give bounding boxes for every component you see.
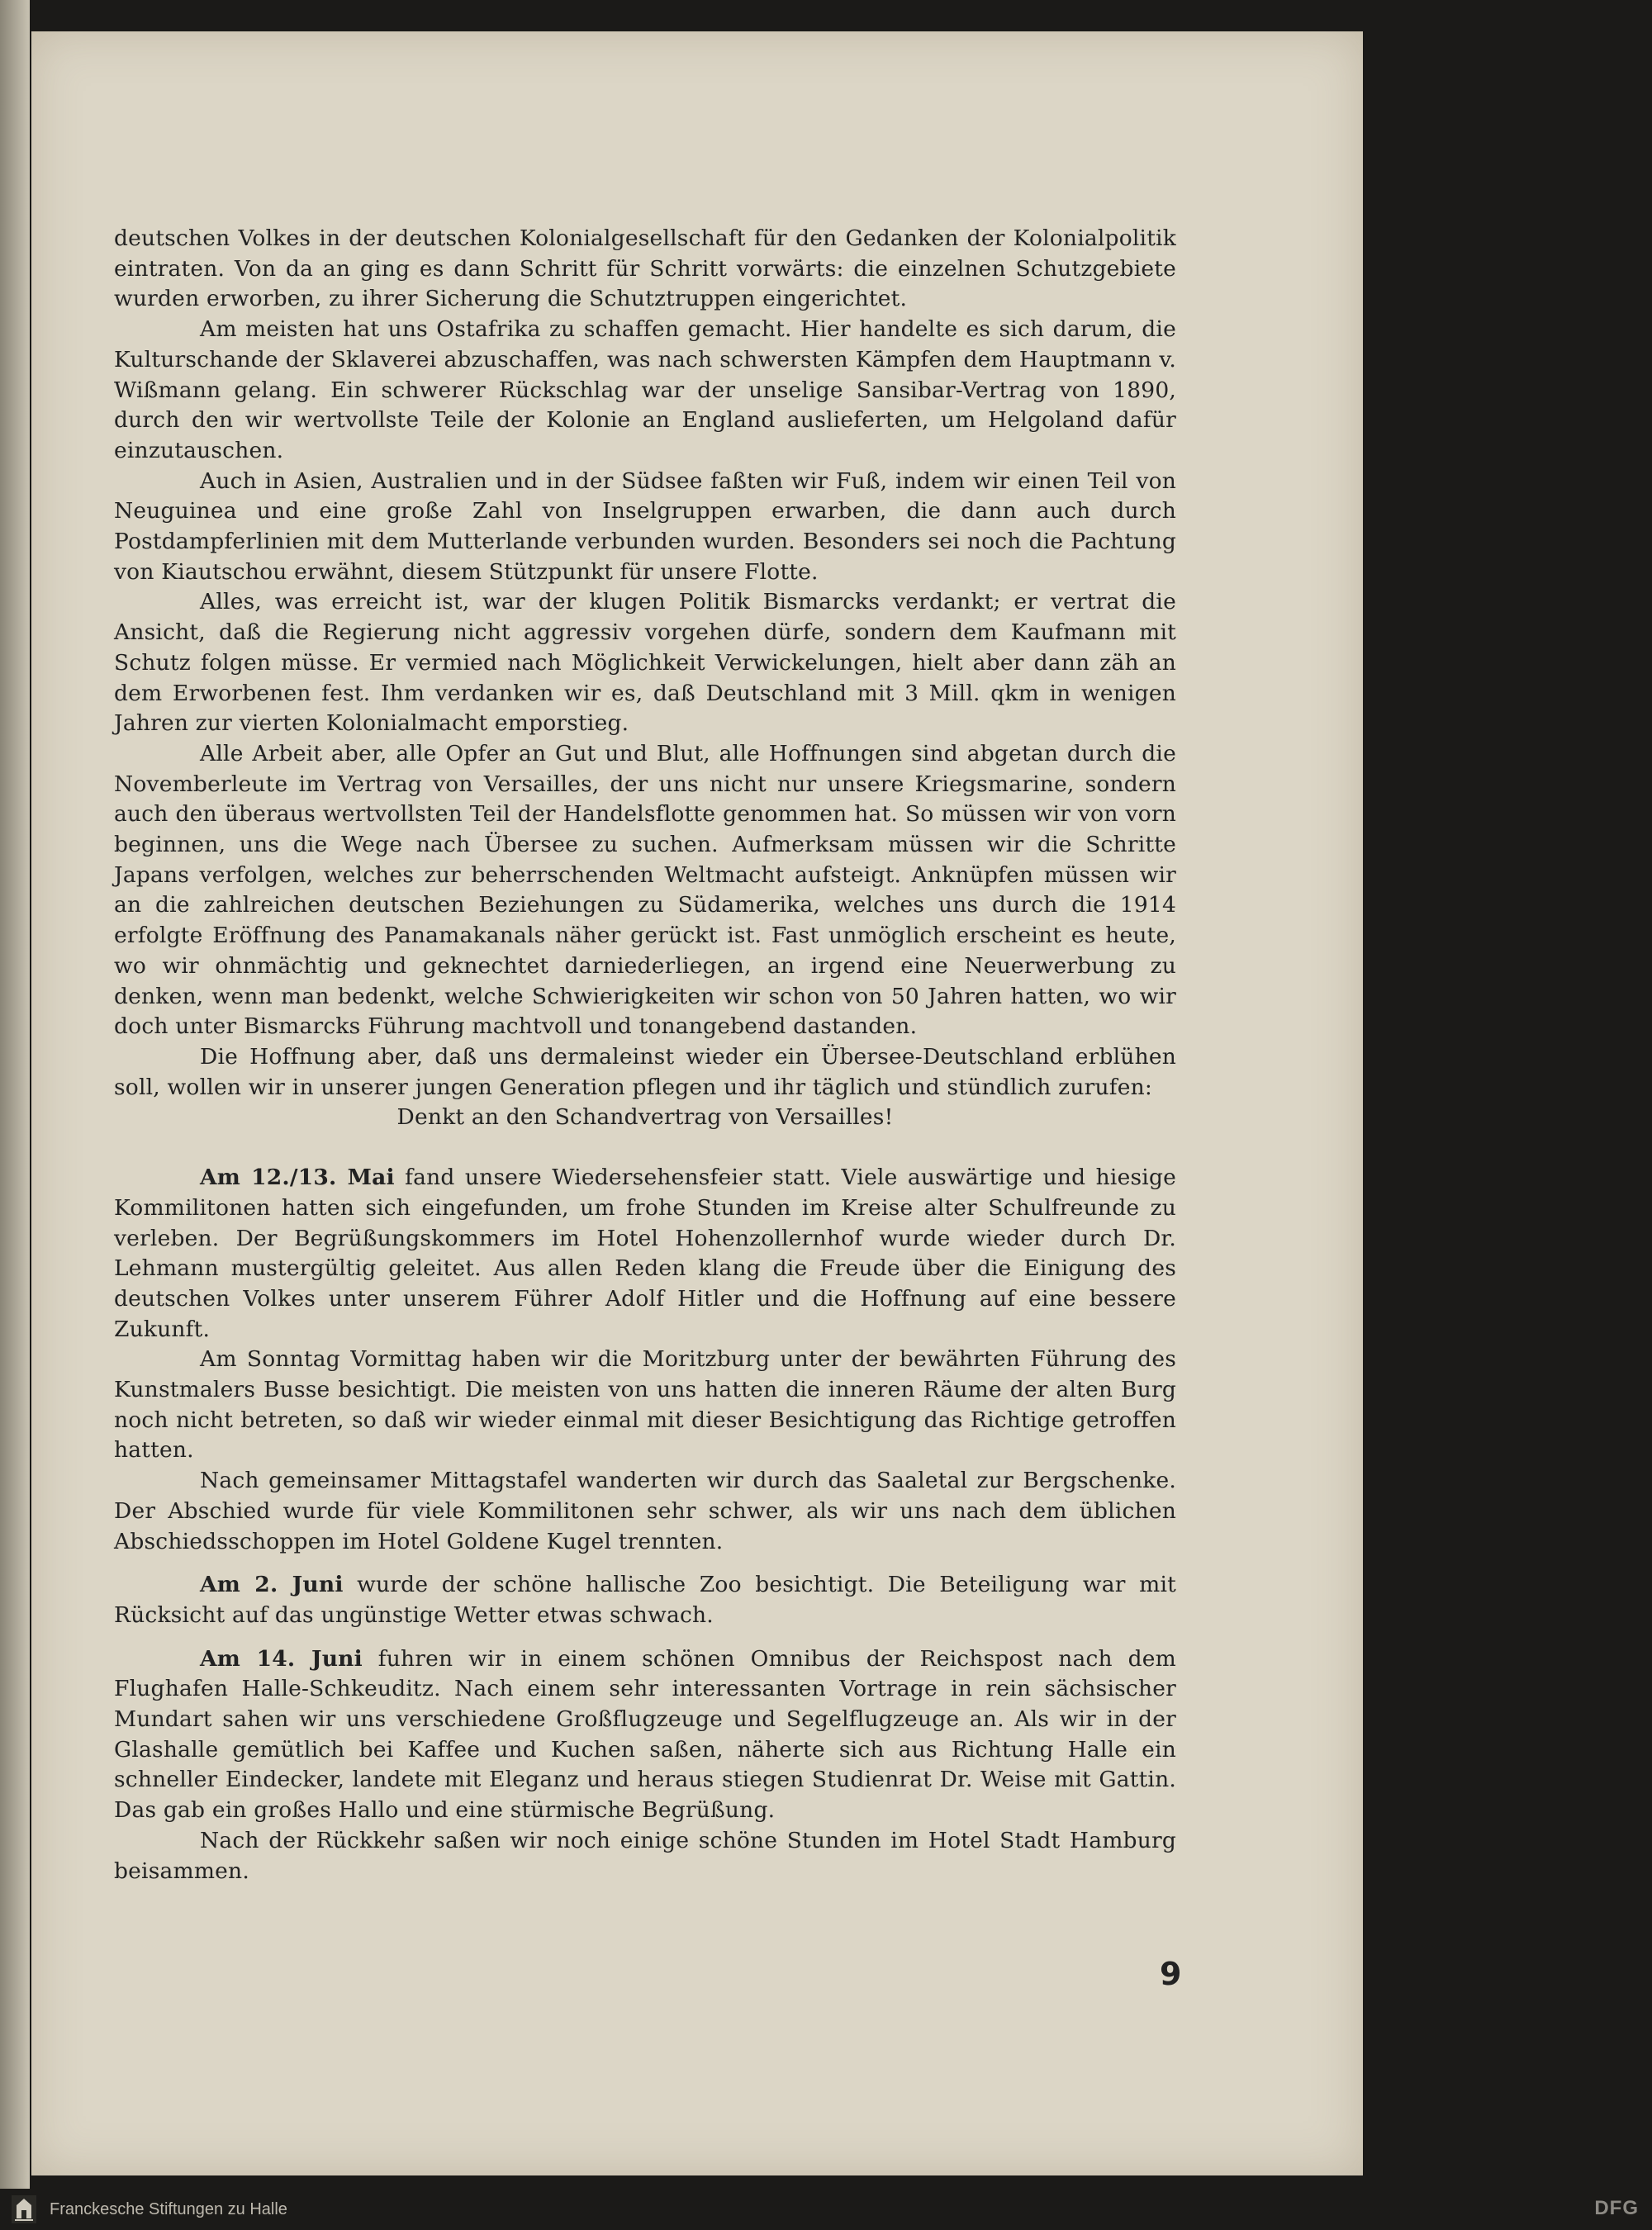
paragraph-5: Alle Arbeit aber, alle Opfer an Gut und Blut, alle Hoffnungen sind abgetan durch die Novemberleute im Vertrag von Versailles, der uns nicht nur unsere Kriegsmarine, sondern auch den überaus wertvollsten Teil der Handelsflotte genommen hat. So müssen wir von vorn beginnen, uns die Wege nach Übersee zu suchen. Aufmerksam müssen wir die Schritte Japans verfolgen, welches zur beherrschenden Weltmacht aufsteigt. Anknüpfen müssen wir an die zahlreichen deutschen Beziehungen zu Südamerika, welches uns durch die 1914 erfolgte Eröffnung des Panamakanals näher gerückt ist. Fast unmöglich erscheint es heute, wo wir ohnmächtig und geknechtet darniederliegen, an irgend eine Neuerwerbung zu denken, wenn man bedenkt, welche Schwierigkeiten wir schon von 50 Jahren hatten, wo wir doch unter Bismarcks Führung machtvoll und tonangebend dastanden. [114,740,1176,1040]
paragraph-1: deutschen Volkes in der deutschen Kolonialgesellschaft für den Gedanken der Kolonialpolitik eintraten. Von da an ging es dann Schritt für Schritt vorwärts: die einzelnen Schutzgebiete wurden erworben, zu ihrer Sicherung die Schutztruppen eingerichtet. [114,225,1176,312]
dfg-logo: DFG [1594,2197,1639,2219]
paragraph-mai-text: fand unsere Wiedersehensfeier statt. Viele auswärtige und hiesige Kommilitonen hatten sich eingefunden, um frohe Stunden im Kreise alter Schulfreunde zu verleben. Der Begrüßungskommers im Hotel Hohenzollernhof wurde wieder durch Dr. Lehmann mustergültig geleitet. Aus allen Reden klang die Freude über die Einigung des deutschen Volkes unter unserem Führer Adolf Hitler und die Hoffnung auf eine bessere Zukunft. [114,1165,1177,1342]
paragraph-4: Alles, was erreicht ist, war der klugen Politik Bismarcks verdankt; er vertrat die Ansicht, daß die Regierung nicht aggressiv vorgehen dürfe, sondern dem Kaufmann mit Schutz folgen müsse. Er vermied nach Möglichkeit Verwickelungen, hielt aber dann zäh an dem Erworbenen fest. Ihm verdanken wir es, daß Deutschland mit 3 Mill. qkm in wenigen Jahren zur vierten Kolonialmacht emporstieg. [114,589,1176,737]
paragraph-mittagstafel: Nach gemeinsamer Mittagstafel wanderten wir durch das Saaletal zur Bergschenke. Der Abschied wurde für viele Kommilitonen sehr schwer, als wir uns nach dem üblichen Abschiedsschoppen im Hotel Goldene Kugel trennten. [114,1468,1176,1554]
date-lead-juni-14: Am 14. Juni [200,1645,363,1672]
date-lead-juni-2: Am 2. Juni [200,1572,344,1598]
paragraph-juni-14 [114,1644,1176,1826]
institution-name: Franckesche Stiftungen zu Halle [50,2200,287,2218]
institution-logo-icon [12,2195,36,2223]
slogan: Denkt an den Schandvertrag von Versailles! [396,1104,894,1131]
paragraph-juni-2-text: wurde der schöne hallische Zoo besichtigt. Die Beteiligung war mit Rücksicht auf das ungünstige Wetter etwas schwach. [114,1572,1177,1628]
viewer-footer [0,2189,1652,2230]
document-page [31,31,1363,2175]
adjacent-page-edge [0,0,30,2189]
date-lead-mai: Am 12./13. Mai [200,1165,395,1191]
paragraph-juni-2 [114,1570,1176,1630]
paragraph-6: Die Hoffnung aber, daß uns dermaleinst wieder ein Übersee-Deutschland erblühen soll, wollen wir in unserer jungen Generation pflegen und ihr täglich und stündlich zurufen: [114,1043,1176,1100]
paragraph-2: Am meisten hat uns Ostafrika zu schaffen gemacht. Hier handelte es sich darum, die Kulturschande der Sklaverei abzuschaffen, was nach schwersten Kämpfen dem Hauptmann v. Wißmann gelang. Ein schwerer Rückschlag war der unselige Sansibar-Vertrag von 1890, durch den wir wertvollste Teile der Kolonie an England auslieferten, um Helgoland dafür einzutauschen. [114,316,1176,463]
body-text [114,224,1176,1886]
paragraph-juni-14-text: fuhren wir in einem schönen Omnibus der Reichspost nach dem Flughafen Halle-Schkeuditz. Nach einem sehr interessanten Vortrage in rein sächsischer Mundart sahen wir uns verschiedene Großflugzeuge und Segelflugzeuge an. Als wir in der Glashalle gemütlich bei Kaffee und Kuchen saßen, näherte sich aus Richtung Halle ein schneller Eindecker, landete mit Eleganz und heraus stiegen Studienrat Dr. Weise mit Gattin. Das gab ein großes Hallo und eine stürmische Begrüßung. [114,1645,1176,1824]
page-number: 9 [1160,1956,1182,1992]
paragraph-3: Auch in Asien, Australien und in der Südsee faßten wir Fuß, indem wir einen Teil von Neuguinea und eine große Zahl von Inselgruppen erwarben, die dann auch durch Postdampferlinien mit dem Mutterlande verbunden wurden. Besonders sei noch die Pachtung von Kiautschou erwähnt, diesem Stützpunkt für unsere Flotte. [114,467,1176,585]
paragraph-sonntag: Am Sonntag Vormittag haben wir die Moritzburg unter der bewährten Führung des Kunstmalers Busse besichtigt. Die meisten von uns hatten die inneren Räume der alten Burg noch nicht betreten, so daß wir wieder einmal mit dieser Besichtigung das Richtige getroffen hatten. [114,1346,1176,1464]
paragraph-mai [114,1163,1176,1345]
paragraph-rueckkehr: Nach der Rückkehr saßen wir noch einige schöne Stunden im Hotel Stadt Hamburg beisammen. [114,1827,1176,1884]
